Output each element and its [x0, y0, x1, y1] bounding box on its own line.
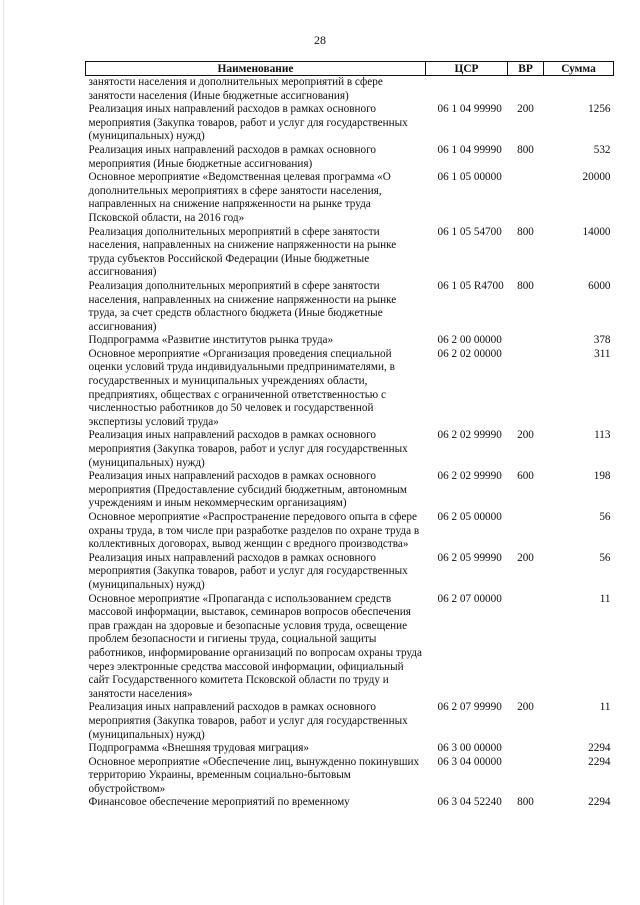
row-csr-cell: 06 2 02 00000 — [437, 347, 502, 360]
row-name-cell: Реализация иных направлений расходов в рамках основного мероприятия (Закупка товаров, работ и услуг для государственных (муниципальных) нужд) — [88, 701, 408, 741]
row-sum-cell: 532 — [593, 143, 611, 156]
row-csr-cell: 06 2 00 00000 — [437, 334, 502, 347]
row-csr-cell: 06 2 05 99990 — [437, 551, 502, 564]
row-vr-cell: 800 — [517, 143, 534, 156]
table-row — [86, 593, 614, 702]
row-csr-cell: 06 1 04 99990 — [437, 103, 502, 116]
header-csr: ЦСР — [426, 62, 508, 76]
row-sum-cell: 113 — [594, 429, 611, 442]
budget-table — [85, 61, 614, 810]
row-csr-cell: 06 2 02 99990 — [437, 429, 502, 442]
row-vr-cell: 600 — [517, 470, 534, 483]
table-row — [86, 552, 614, 593]
row-sum-cell: 378 — [593, 334, 611, 347]
table-row — [86, 470, 614, 511]
table-row — [86, 334, 614, 348]
row-csr-cell: 06 2 02 99990 — [437, 470, 502, 483]
row-sum-cell: 14000 — [582, 225, 611, 238]
table-row — [86, 511, 614, 552]
row-vr-cell — [508, 511, 544, 552]
row-csr-cell: 06 3 04 52240 — [437, 796, 502, 809]
row-sum-cell: 11 — [599, 592, 611, 605]
row-csr-cell: 06 2 07 99990 — [437, 701, 502, 714]
row-vr-cell — [508, 756, 544, 797]
row-vr-cell: 200 — [517, 701, 534, 714]
row-vr-cell: 200 — [517, 551, 534, 564]
header-vr: ВР — [508, 62, 544, 76]
row-vr-cell — [508, 171, 544, 225]
row-name-cell: Реализация иных направлений расходов в рамках основного мероприятия (Закупка товаров, работ и услуг для государственных (муниципальных) нужд) — [88, 103, 408, 143]
table-row — [86, 76, 614, 104]
row-sum-cell: 20000 — [582, 171, 611, 184]
table-row — [86, 144, 614, 171]
row-vr-cell: 200 — [517, 429, 534, 442]
table-row — [86, 701, 614, 742]
page-number: 28 — [314, 33, 326, 47]
table-row — [86, 742, 614, 756]
table-row — [86, 429, 614, 470]
header-sum: Сумма — [544, 62, 614, 76]
row-sum-cell — [544, 76, 614, 104]
row-vr-cell — [508, 76, 544, 104]
table-row — [86, 226, 614, 280]
row-name-cell: Реализация иных направлений расходов в рамках основного мероприятия (Закупка товаров, работ и услуг для государственных (муниципальных) нужд) — [88, 551, 408, 591]
row-vr-cell: 800 — [517, 225, 534, 238]
row-sum-cell: 56 — [599, 551, 611, 564]
row-name-cell: Основное мероприятие «Пропаганда с использованием средств массовой информации, выставок, семинаров вопросов обеспечения прав граждан на здоровые и безопасные условия труда, освещение проблем безопасности и гигиены труда, социальной защиты работников, информирование организаций по вопросам охраны труда через электронные средства массовой информации, официальный сайт Государственного комитета Псковской области по труду и занятости населения» — [88, 592, 422, 700]
table-row — [86, 348, 614, 430]
row-vr-cell: 200 — [517, 103, 534, 116]
row-sum-cell: 56 — [599, 511, 611, 523]
row-csr-cell: 06 2 05 00000 — [437, 511, 502, 523]
row-name-cell: занятости населения и дополнительных мероприятий в сфере занятости населения (Иные бюджетные ассигнования) — [88, 76, 383, 102]
row-csr-cell: 06 1 05 54700 — [437, 225, 502, 238]
row-name-cell: Подпрограмма «Внешняя трудовая миграция» — [88, 742, 310, 755]
row-vr-cell: 800 — [517, 796, 534, 809]
row-sum-cell: 6000 — [588, 279, 611, 292]
row-csr-cell: 06 1 05 00000 — [437, 171, 502, 184]
row-name-cell: Основное мероприятие «Распространение передового опыта в сфере охраны труда, в том числе при разработке разделов по охране труда в коллективных договорах, вывод женщин с вредного производства» — [88, 511, 420, 551]
row-name-cell: Реализация иных направлений расходов в рамках основного мероприятия (Закупка товаров, работ и услуг для государственных (муниципальных) нужд) — [88, 429, 408, 469]
row-name-cell: Основное мероприятие «Ведомственная целевая программа «О дополнительных мероприятиях в сфере занятости населения, направленных на снижение напряженности на рынке труда Псковской области, на 2016 год» — [88, 171, 391, 224]
row-name-cell: Основное мероприятие «Обеспечение лиц, вынужденно покинувших территорию Украины, временным социально-бытовым обустройством» — [88, 755, 420, 795]
table-row — [86, 280, 614, 334]
scan-edge-line — [3, 0, 4, 905]
row-name-cell: Реализация дополнительных мероприятий в сфере занятости населения, направленных на снижение напряженности на рынке труда субъектов Российской Федерации (Иные бюджетные ассигнования) — [88, 225, 397, 279]
header-name: Наименование — [86, 62, 426, 76]
table-row — [86, 756, 614, 797]
row-name-cell: Реализация иных направлений расходов в рамках основного мероприятия (Предоставление субсидий бюджетным, автономным учреждениям и иным некоммерческим организациям) — [88, 470, 407, 510]
row-name-cell: Основное мероприятие «Организация проведения специальной оценки условий труда индивидуальными предпринимателями, в государственных и муниципальных учреждениях области, предприятиях, обществах с ограниченной ответственностью с численностью работников до 50 человек и государственной экспертизы условий труда» — [88, 347, 395, 428]
row-name-cell: Реализация дополнительных мероприятий в сфере занятости населения, направленных на снижение напряженности на рынке труда, за счет средств областного бюджета (Иные бюджетные ассигнования) — [88, 279, 397, 333]
row-name-cell: Финансовое обеспечение мероприятий по временному — [88, 796, 350, 809]
table-row — [86, 796, 614, 810]
row-sum-cell: 1256 — [588, 103, 611, 116]
row-csr-cell: 06 3 04 00000 — [437, 755, 502, 768]
row-sum-cell: 2294 — [588, 755, 611, 768]
table-row — [86, 171, 614, 225]
row-name-cell: Подпрограмма «Развитие институтов рынка труда» — [88, 334, 334, 347]
table-row — [86, 103, 614, 144]
row-sum-cell: 11 — [599, 701, 611, 714]
row-csr-cell: 06 1 05 R4700 — [437, 279, 504, 292]
row-vr-cell — [508, 348, 544, 430]
row-sum-cell: 2294 — [588, 796, 611, 809]
row-vr-cell — [508, 593, 544, 702]
row-sum-cell: 311 — [594, 347, 611, 360]
row-vr-cell: 800 — [517, 279, 534, 292]
row-csr-cell: 06 1 04 99990 — [437, 143, 502, 156]
row-name-cell: Реализация иных направлений расходов в рамках основного мероприятия (Иные бюджетные ассигнования) — [88, 143, 376, 170]
row-csr-cell: 06 3 00 00000 — [437, 742, 502, 755]
row-vr-cell — [508, 334, 544, 348]
row-csr-cell — [426, 76, 508, 104]
row-sum-cell: 198 — [593, 470, 611, 483]
row-vr-cell — [508, 742, 544, 756]
row-sum-cell: 2294 — [588, 742, 611, 755]
row-csr-cell: 06 2 07 00000 — [437, 592, 502, 605]
table-header-row — [86, 62, 614, 76]
